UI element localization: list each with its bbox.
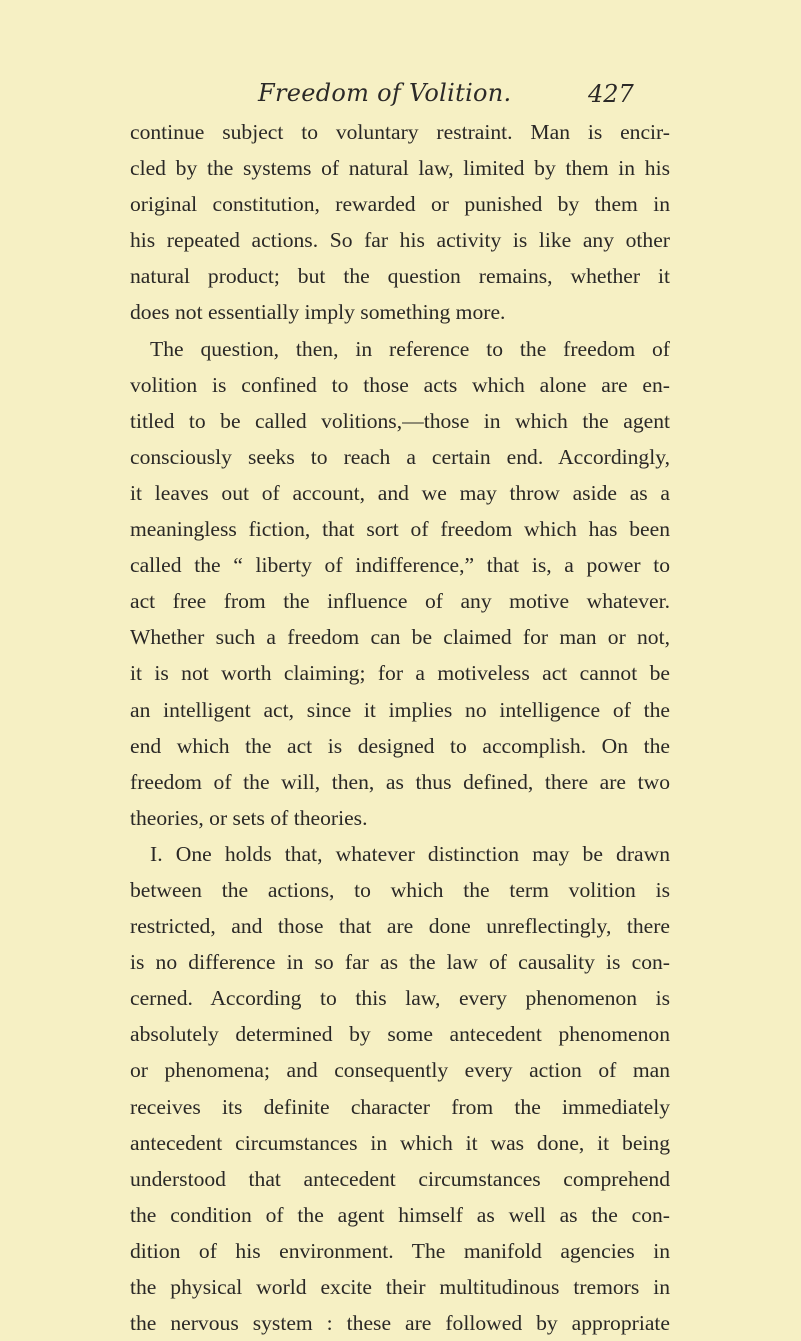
text-line: consciously seeks to reach a certain end. Accordingly, (130, 444, 670, 469)
text-line: an intelligent act, since it implies no intelligence of the (130, 697, 670, 722)
text-line: continue subject to voluntary restraint. Man is encir- (130, 120, 670, 144)
text-line: antecedent circumstances in which it was done, it being (130, 1130, 670, 1155)
running-head (0, 78, 801, 114)
text-line: restricted, and those that are done unreflectingly, there (130, 914, 670, 939)
text-line: cerned. According to this law, every phenomenon is (130, 986, 670, 1011)
text-line: Whether such a freedom can be claimed for man or not, (130, 625, 670, 650)
text-line: meaningless fiction, that sort of freedom which has been (130, 517, 670, 542)
text-line: dition of his environment. The manifold agencies in (130, 1238, 670, 1263)
text-line: the condition of the agent himself as well as the con- (130, 1202, 670, 1227)
text-line: volition is confined to those acts which alone are en- (130, 372, 670, 397)
text-line: or phenomena; and consequently every action of man (130, 1058, 670, 1083)
text-line: natural product; but the question remains, whether it (130, 264, 670, 289)
text-line: theories, or sets of theories. (130, 805, 368, 830)
text-line: The question, then, in reference to the freedom of (150, 336, 670, 361)
text-line: end which the act is designed to accomplish. On the (130, 733, 670, 758)
text-line: I. One holds that, whatever distinction may be drawn (150, 841, 670, 866)
text-line: it is not worth claiming; for a motiveless act cannot be (130, 661, 670, 686)
text-line: the nervous system : these are followed by appropriate (130, 1311, 670, 1336)
text-line: original constitution, rewarded or punished by them in (130, 192, 670, 217)
text-line: does not essentially imply something more. (130, 300, 506, 325)
text-line: his repeated actions. So far his activity is like any other (130, 228, 670, 253)
text-line: called the “ liberty of indifference,” that is, a power to (130, 553, 670, 578)
text-line: freedom of the will, then, as thus defined, there are two (130, 769, 670, 794)
text-line: between the actions, to which the term volition is (130, 877, 670, 902)
text-line: absolutely determined by some antecedent phenomenon (130, 1022, 670, 1047)
text-line: is no difference in so far as the law of causality is con- (130, 950, 670, 975)
text-line: the physical world excite their multitudinous tremors in (130, 1275, 670, 1299)
running-head-title: Freedom of Volition. (258, 79, 512, 107)
page-number: 427 (588, 80, 634, 108)
text-line: receives its definite character from the immediately (130, 1094, 670, 1119)
text-line: cled by the systems of natural law, limited by them in his (130, 156, 670, 181)
text-line: understood that antecedent circumstances comprehend (130, 1166, 670, 1191)
text-line: act free from the influence of any motive whatever. (130, 589, 670, 614)
text-line: it leaves out of account, and we may throw aside as a (130, 480, 670, 505)
text-line: titled to be called volitions,—those in which the agent (130, 408, 670, 433)
body-text (130, 114, 670, 1341)
